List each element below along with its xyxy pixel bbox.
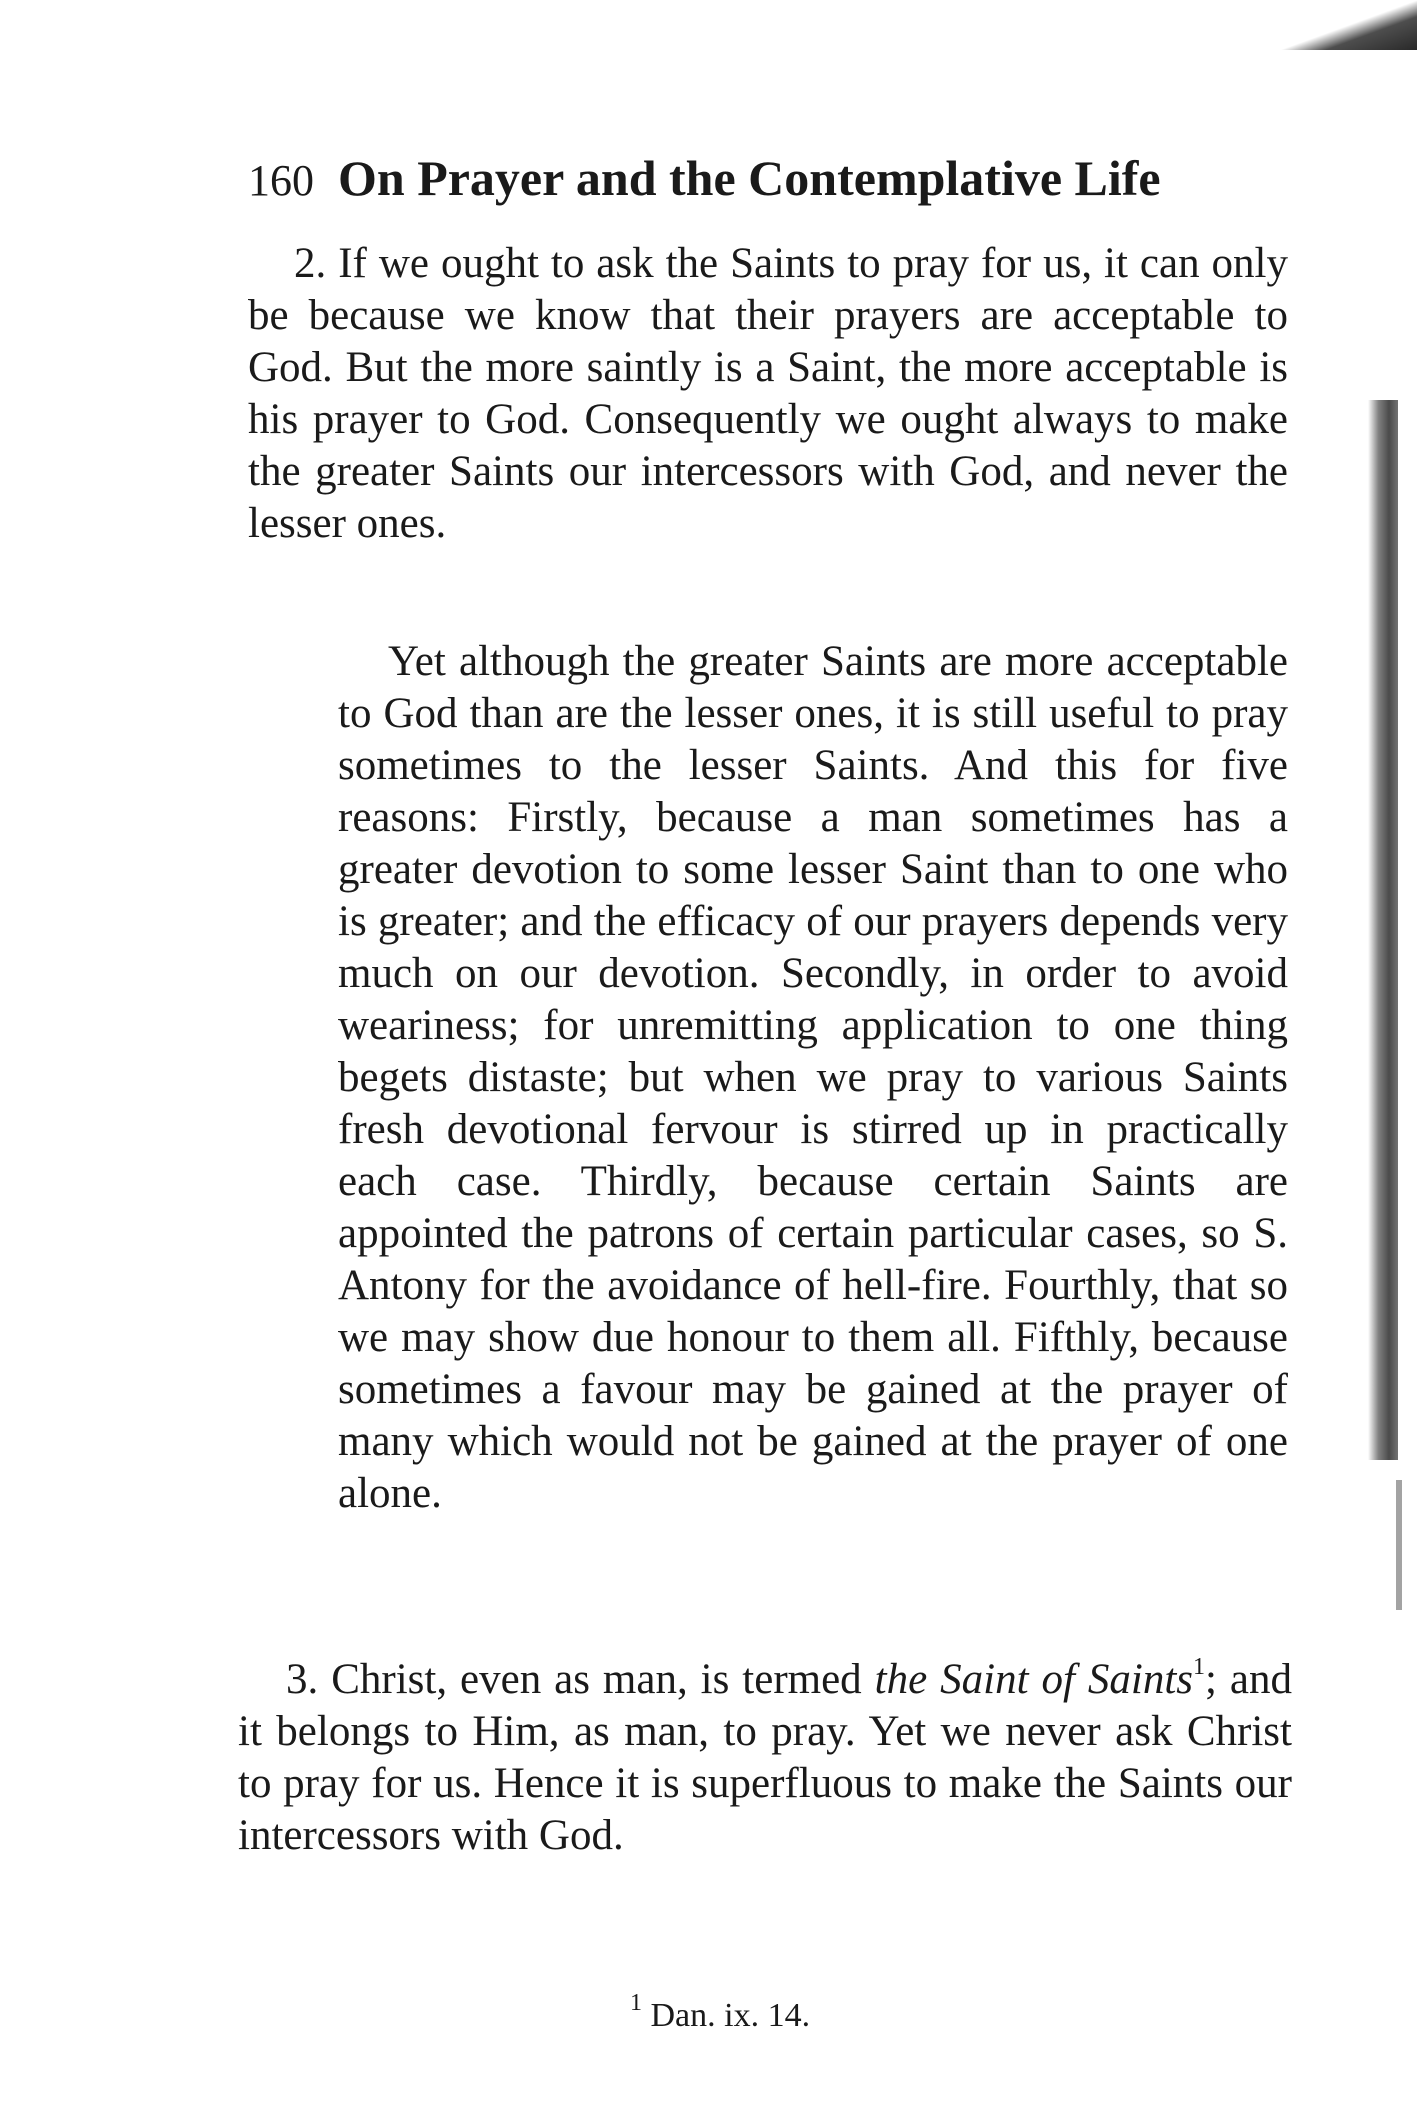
footnote-reference[interactable]: 1 xyxy=(1193,1653,1205,1680)
page-corner-shadow xyxy=(1250,0,1417,50)
reply-text: Yet although the greater Saints are more acceptable to God than are the lesser ones, it is still useful to pray sometimes to the lesser Saints. And this for five reasons: Firstly, because a man sometimes has a greater devotion to some lesser Saint than to one who is greater; and the efficacy of our prayers depends very much on our devotion. Secondly, in order to avoid weariness; for unremitting application to one thing begets distaste; but when we pray to various Saints fresh devotional fervour is stirred up in practically each case. Thirdly, because certain Saints are appointed the patrons of certain particular cases, so S. Antony for the avoidance of hell-fire. Fourthly, that so we may show due honour to them all. Fifthly, because sometimes a favour may be gained at the prayer of many which would not be gained at the prayer of one alone. xyxy=(338,638,1288,1517)
objection-3-paragraph xyxy=(238,1654,1292,1862)
page-edge-shadow xyxy=(1368,400,1398,1460)
objection-3-italic-phrase: the Saint of Saints xyxy=(874,1656,1193,1703)
running-head xyxy=(248,148,1288,211)
footnote-marker: 1 xyxy=(630,1989,642,2016)
objection-2-paragraph xyxy=(248,238,1288,550)
footnote xyxy=(630,1989,811,2036)
page-number: 160 xyxy=(248,156,314,205)
objection-3-text-after: ; and it belongs to Him, as man, to pray. Yet we never ask Christ to pray for us. Hence it is superfluous to make the Saints our intercessors with God. xyxy=(238,1656,1292,1859)
objection-3-text-before: Christ, even as man, is termed xyxy=(331,1656,862,1703)
running-head-title: On Prayer and the Contemplative Life xyxy=(338,150,1161,206)
objection-2-number: 2. xyxy=(294,240,327,287)
objection-2-text: If we ought to ask the Saints to pray for us, it can only be because we know that their prayers are acceptable to God. But the more saintly is a Saint, the more acceptable is his prayer to God. Consequently we ought always to make the greater Saints our intercessors with God, and never the lesser ones. xyxy=(248,240,1289,547)
objection-3-number: 3. xyxy=(286,1656,319,1703)
footnote-text: Dan. ix. 14. xyxy=(650,1997,811,2034)
page-edge-shadow-lower xyxy=(1396,1480,1402,1610)
reply-paragraph xyxy=(338,636,1288,1520)
